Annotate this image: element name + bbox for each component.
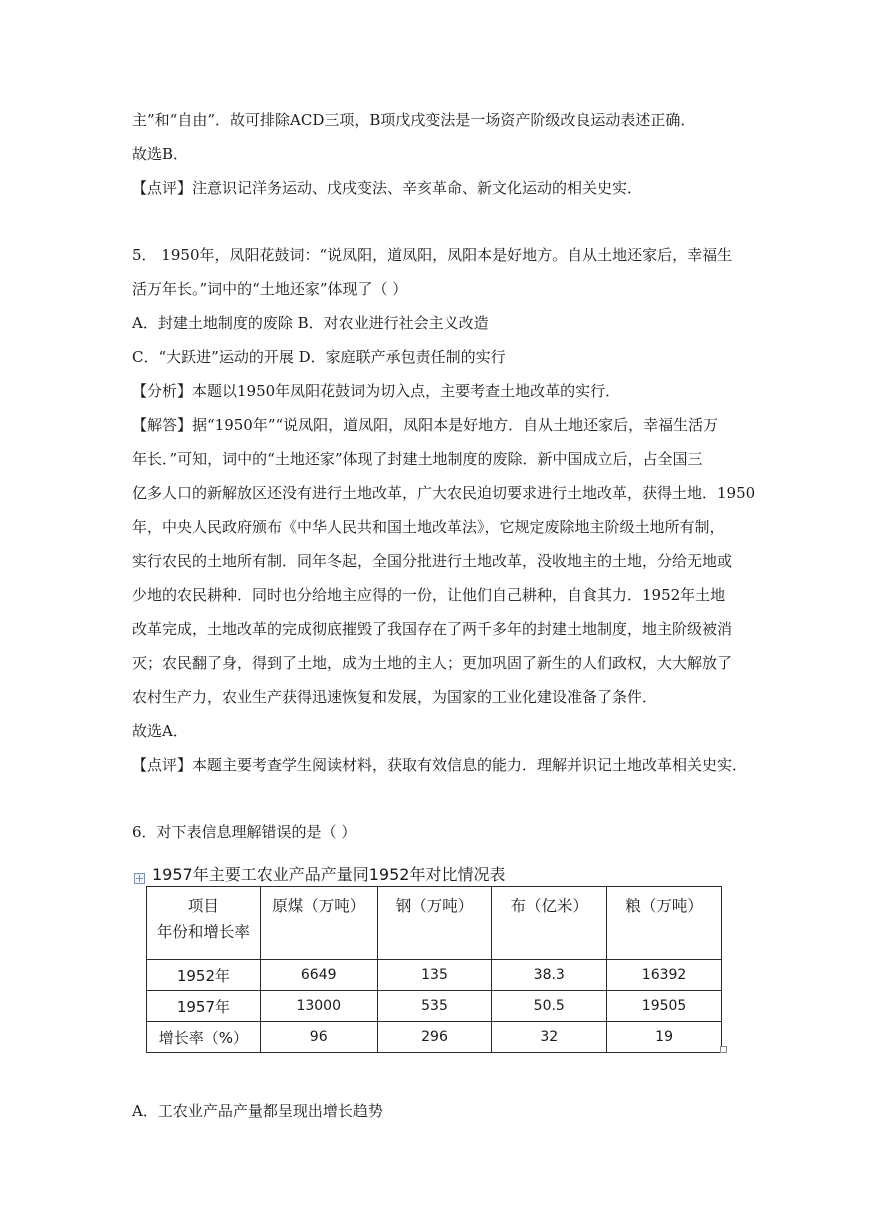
answer-line-1: 【解答】据“1950年”“说凤阳，道凤阳，凤阳本是好地方．自从土地还家后，幸福生活万 — [132, 416, 719, 434]
table-move-handle-icon[interactable] — [134, 873, 145, 884]
table-row — [147, 1022, 722, 1053]
table-cell: 135 — [377, 960, 492, 991]
text-line-1: 主”和“自由”．故可排除ACD三项，B项戊戌变法是一场资产阶级改良运动表述正确． — [132, 111, 696, 129]
table-row — [147, 991, 722, 1022]
table-cell: 96 — [260, 1022, 377, 1053]
comment-line-2: 【点评】本题主要考查学生阅读材料，获取有效信息的能力．理解并识记土地改革相关史实． — [132, 756, 748, 774]
row-label: 1952年 — [147, 960, 261, 991]
header-corner-cell — [147, 887, 261, 960]
column-header: 布（亿米） — [492, 887, 607, 960]
table-cell: 535 — [377, 991, 492, 1022]
header-year-label: 年份和增长率 — [156, 923, 250, 941]
table-cell: 16392 — [607, 960, 722, 991]
choice-line: 故选A． — [132, 722, 188, 740]
question-6-option-a: A．工农业产品产量都呈现出增长趋势 — [132, 1102, 383, 1120]
column-header: 粮（万吨） — [607, 887, 722, 960]
answer-line-2: 年长．”可知，词中的“土地还家”体现了封建土地制度的废除．新中国成立后，占全国三 — [132, 450, 703, 468]
row-label: 1957年 — [147, 991, 261, 1022]
table-cell: 50.5 — [492, 991, 607, 1022]
answer-line-3: 亿多人口的新解放区还没有进行土地改革，广大农民迫切要求进行土地改革，获得土地．1950 — [132, 484, 756, 502]
table-cell: 19505 — [607, 991, 722, 1022]
table-cell: 32 — [492, 1022, 607, 1053]
table-resize-handle[interactable] — [720, 1046, 727, 1053]
comment-line: 【点评】注意识记洋务运动、戊戌变法、辛亥革命、新文化运动的相关史实． — [132, 179, 643, 197]
row-label: 增长率（%） — [147, 1022, 261, 1053]
table-title: 1957年主要工农业产品产量同1952年对比情况表 — [152, 865, 506, 884]
column-header: 原煤（万吨） — [260, 887, 377, 960]
table-header-row — [147, 887, 722, 960]
question-5-options-cd: C．“大跃进”运动的开展 D．家庭联产承包责任制的实行 — [132, 348, 506, 366]
question-5-stem-2: 活万年长。”词中的“土地还家”体现了（ ） — [132, 280, 408, 298]
answer-line-9: 农村生产力，农业生产获得迅速恢复和发展，为国家的工业化建设准备了条件． — [132, 688, 658, 706]
answer-line-4: 年，中央人民政府颁布《中华人民共和国土地改革法》，它规定废除地主阶级土地所有制， — [132, 518, 725, 536]
analysis-line: 【分析】本题以1950年凤阳花鼓词为切入点，主要考查土地改革的实行． — [132, 382, 621, 400]
answer-line-5: 实行农民的土地所有制．同年冬起，全国分批进行土地改革，没收地主的土地，分给无地或 — [132, 552, 733, 570]
table-row — [147, 960, 722, 991]
question-6-stem: 6．对下表信息理解错误的是（ ） — [132, 823, 357, 841]
answer-line-7: 改革完成，土地改革的完成彻底摧毁了我国存在了两千多年的封建土地制度，地主阶级被消 — [132, 620, 733, 638]
question-5-stem-1: 5． 1950年，凤阳花鼓词：“说凤阳，道凤阳，凤阳本是好地方。自从土地还家后，幸福生 — [132, 246, 733, 264]
table-cell: 6649 — [260, 960, 377, 991]
text-line-2: 故选B． — [132, 145, 189, 163]
table-cell: 13000 — [260, 991, 377, 1022]
table-cell: 296 — [377, 1022, 492, 1053]
question-5-options-ab: A．封建土地制度的废除 B．对农业进行社会主义改造 — [132, 314, 489, 332]
production-table — [146, 886, 722, 1053]
table-cell: 38.3 — [492, 960, 607, 991]
answer-line-8: 灭；农民翻了身，得到了土地，成为土地的主人；更加巩固了新生的人们政权，大大解放了 — [132, 654, 733, 672]
table-cell: 19 — [607, 1022, 722, 1053]
header-item-label: 项目 — [187, 897, 219, 915]
answer-line-6: 少地的农民耕种．同时也分给地主应得的一份，让他们自己耕种，自食其力．1952年土地 — [132, 586, 726, 604]
column-header: 钢（万吨） — [377, 887, 492, 960]
